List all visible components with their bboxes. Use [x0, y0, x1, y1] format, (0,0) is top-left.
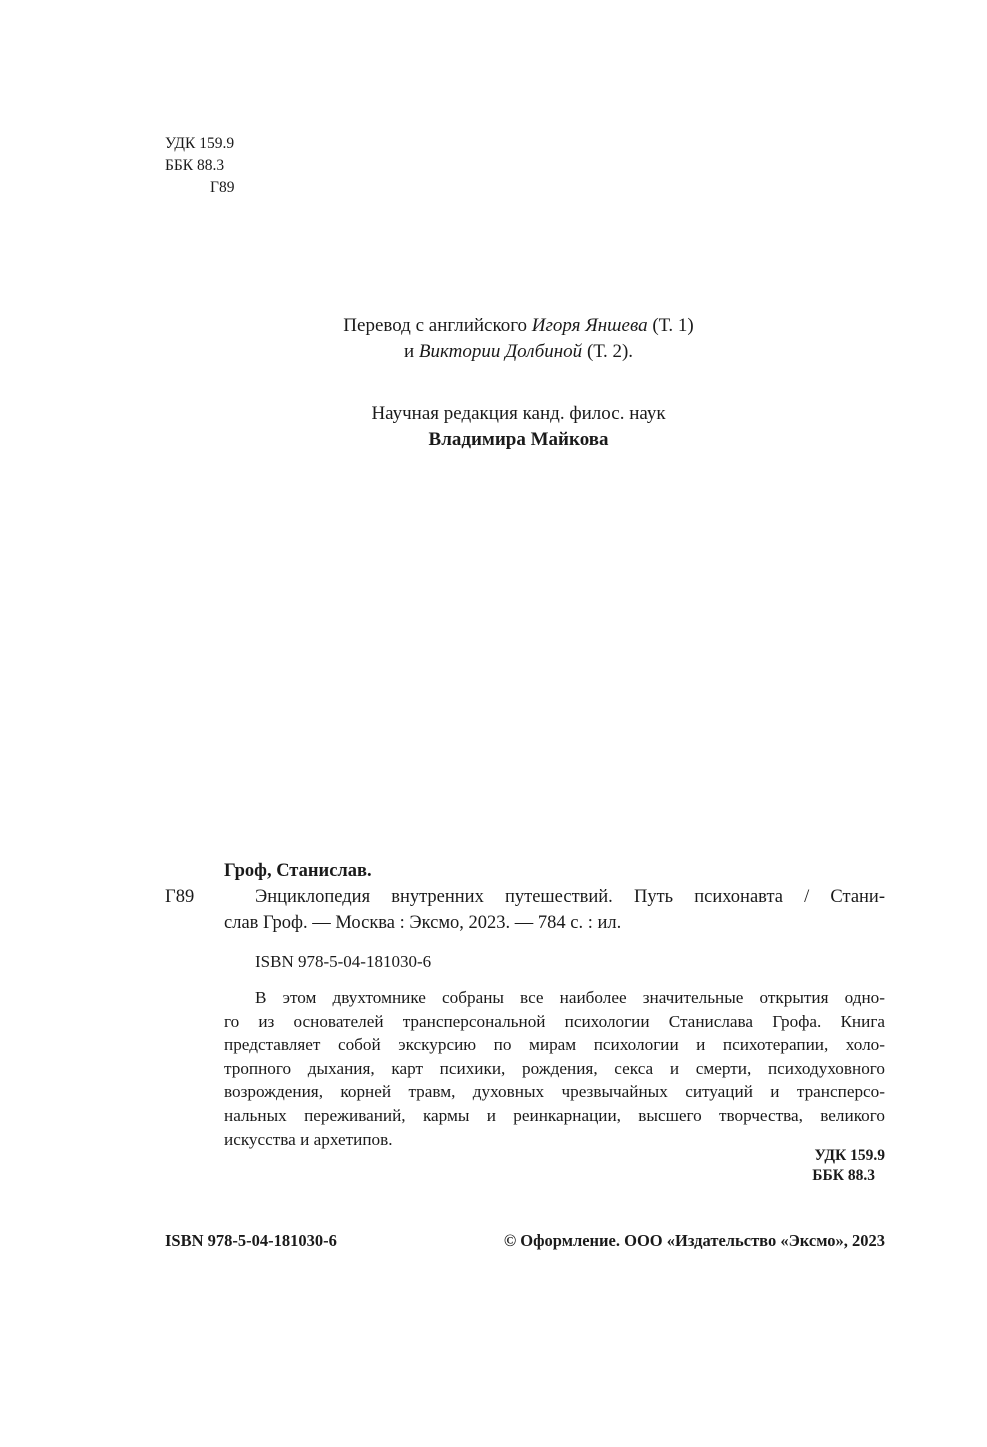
- catalog-entry-line2: слав Гроф. — Москва : Эксмо, 2023. — 784 с. : ил.: [224, 913, 622, 933]
- top-author-mark: Г89: [210, 179, 235, 196]
- editor-line: Научная редакция канд. филос. наук: [371, 403, 666, 424]
- translation-conjunction: и: [403, 341, 415, 362]
- annotation-line: го из основателей трансперсональной психологии Станислава Грофа. Книга: [224, 1011, 885, 1031]
- annotation-line: В этом двухтомнике собраны все наиболее значительные открытия одно-: [255, 988, 885, 1007]
- annotation-line: искусства и архетипов.: [224, 1129, 393, 1149]
- translation-prefix: Перевод с английского: [343, 315, 528, 336]
- catalog-isbn: ISBN 978-5-04-181030-6: [255, 952, 432, 971]
- footer-copyright: © Оформление. ООО «Издательство «Эксмо», 2023: [503, 1231, 885, 1250]
- catalog-annotation: [224, 986, 885, 1151]
- translator-2: Виктории Долбиной: [418, 341, 583, 362]
- top-bbk: ББК 88.3: [165, 157, 225, 174]
- catalog-author-mark: Г89: [165, 887, 195, 907]
- annotation-line: представляет собой экскурсию по мирам психологии и психотерапии, холо-: [224, 1035, 885, 1055]
- volume-1: (Т. 1): [652, 315, 694, 336]
- top-udk: УДК 159.9: [165, 135, 235, 152]
- footer-isbn: ISBN 978-5-04-181030-6: [165, 1231, 337, 1250]
- catalog-udk: УДК 159.9: [814, 1147, 885, 1164]
- translation-credit-line1: [0, 314, 987, 338]
- catalog-entry-line1: Энциклопедия внутренних путешествий. Путь психонавта / Стани-: [255, 887, 885, 907]
- catalog-author-heading: Гроф, Станислав.: [224, 861, 372, 881]
- catalog-bbk: ББК 88.3: [812, 1167, 875, 1184]
- editor-name: Владимира Майкова: [428, 429, 609, 450]
- annotation-line: тропного дыхания, карт психики, рождения, секса и смерти, психодуховного: [224, 1058, 885, 1078]
- translation-credit-line2: [0, 340, 987, 364]
- annotation-line: нальных переживаний, кармы и реинкарнации, высшего творчества, великого: [224, 1105, 885, 1125]
- translator-1: Игоря Яншева: [531, 315, 648, 336]
- volume-2: (Т. 2).: [586, 341, 634, 362]
- annotation-line: возрождения, корней травм, духовных чрезвычайных ситуаций и трансперсо-: [224, 1082, 885, 1102]
